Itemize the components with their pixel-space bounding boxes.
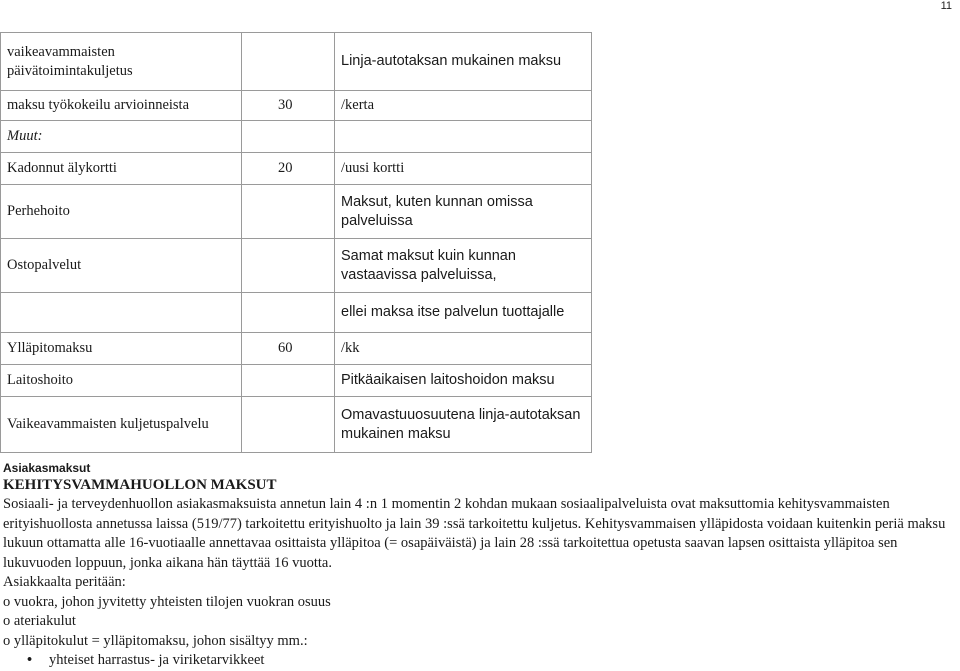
body-paragraph: Sosiaali- ja terveydenhuollon asiakasmaksuista annetun lain 4 :n 1 momentin 2 kohdan mukaan sosiaalipalveluista ovat maksuttomia kehitysvammaisten erityishuollosta annetussa laissa (519/77) tarkoitettu erityishuolto ja lain 39 :ssä tarkoitettu kuljetus. Kehitysvammaisen ylläpidosta voidaan kuitenkin periä maksu lukuun ottamatta alle 16-vuotiaalle annettavaa osittaista ylläpitoa (= osapäiväistä) ja lain 28 :ssä tarkoitettua opetusta saavan lapsen osittaista ylläpitoa sen lukuvuoden loppuun, jonka aikana hän täyttää 16 vuotta. bbox=[3, 496, 946, 571]
list-item: o vuokra, johon jyvitetty yhteisten tilojen vuokran osuus bbox=[3, 593, 331, 610]
table-cell-amount: 60 bbox=[242, 333, 335, 365]
table-cell-service: maksu työkokeilu arvioinneista bbox=[1, 91, 242, 121]
table-cell-amount bbox=[242, 293, 335, 333]
table-cell-note: Samat maksut kuin kunnan vastaavissa palveluissa, bbox=[335, 239, 592, 293]
section-heading: KEHITYSVAMMAHUOLLON MAKSUT bbox=[3, 477, 277, 493]
table-cell-note: Pitkäaikaisen laitoshoidon maksu bbox=[335, 365, 592, 397]
table-cell-amount: 30 bbox=[242, 91, 335, 121]
table-cell-service bbox=[1, 293, 242, 333]
table-cell-service: Ostopalvelut bbox=[1, 239, 242, 293]
table-cell-amount bbox=[242, 397, 335, 453]
table-cell-note bbox=[335, 121, 592, 153]
table-cell-note: /kerta bbox=[335, 91, 592, 121]
page-number: 11 bbox=[940, 0, 952, 12]
fee-table bbox=[0, 32, 592, 453]
table-row bbox=[1, 397, 592, 453]
list-item: o ylläpitokulut = ylläpitomaksu, johon sisältyy mm.: bbox=[3, 632, 308, 649]
table-cell-note: ellei maksa itse palvelun tuottajalle bbox=[335, 293, 592, 333]
table-cell-service: Kadonnut älykortti bbox=[1, 153, 242, 185]
table-cell-service: Vaikeavammaisten kuljetuspalvelu bbox=[1, 397, 242, 453]
table-cell-service: Perhehoito bbox=[1, 185, 242, 239]
table-cell-amount bbox=[242, 33, 335, 91]
table-cell-note: /uusi kortti bbox=[335, 153, 592, 185]
table-row bbox=[1, 333, 592, 365]
bullet-icon: • bbox=[27, 652, 33, 668]
table-row bbox=[1, 153, 592, 185]
table-cell-service: Ylläpitomaksu bbox=[1, 333, 242, 365]
fees-section bbox=[3, 461, 953, 671]
bullet-text: yhteiset harrastus- ja viriketarvikkeet bbox=[49, 652, 265, 668]
table-row bbox=[1, 121, 592, 153]
table-cell-note: Linja-autotaksan mukainen maksu bbox=[335, 33, 592, 91]
section-small-heading: Asiakasmaksut bbox=[3, 461, 91, 475]
table-cell-service: vaikeavammaisten päivätoimintakuljetus bbox=[1, 33, 242, 91]
table-row bbox=[1, 239, 592, 293]
bullet-list-item bbox=[3, 651, 953, 671]
text-line: Asiakkaalta peritään: bbox=[3, 574, 126, 590]
table-cell-amount bbox=[242, 239, 335, 293]
table-cell-service: Laitoshoito bbox=[1, 365, 242, 397]
table-cell-amount bbox=[242, 121, 335, 153]
table-row bbox=[1, 33, 592, 91]
table-cell-service: Muut: bbox=[1, 121, 242, 153]
table-cell-note: Omavastuuosuutena linja-autotaksan mukainen maksu bbox=[335, 397, 592, 453]
table-cell-amount bbox=[242, 365, 335, 397]
table-row bbox=[1, 185, 592, 239]
table-row bbox=[1, 365, 592, 397]
table-cell-note: Maksut, kuten kunnan omissa palveluissa bbox=[335, 185, 592, 239]
table-row bbox=[1, 91, 592, 121]
list-item: o ateriakulut bbox=[3, 613, 76, 629]
table-cell-note: /kk bbox=[335, 333, 592, 365]
table-cell-amount bbox=[242, 185, 335, 239]
table-cell-amount: 20 bbox=[242, 153, 335, 185]
table-row bbox=[1, 293, 592, 333]
